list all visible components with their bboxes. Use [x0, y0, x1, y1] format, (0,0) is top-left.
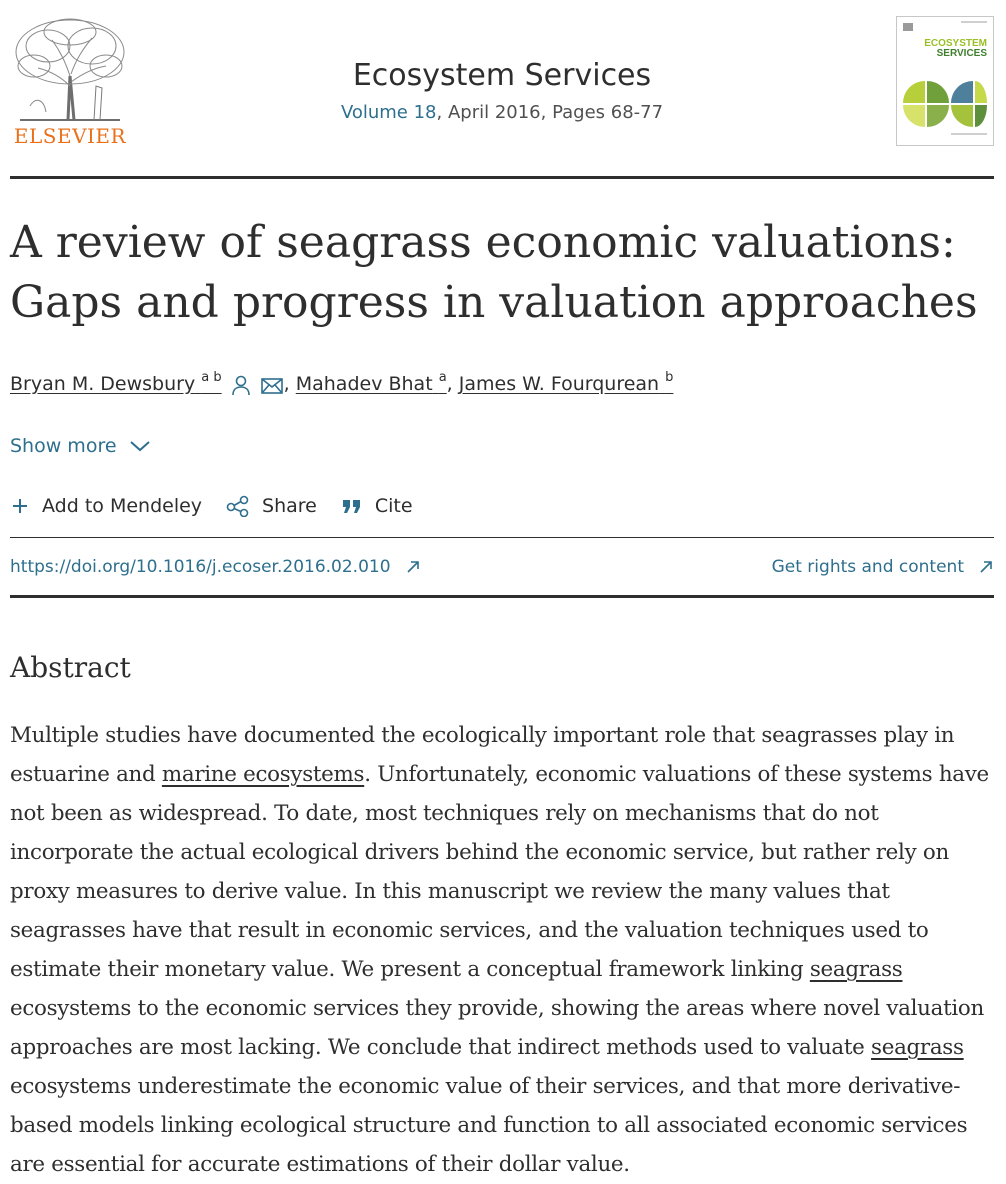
term-link-seagrass[interactable]: seagrass	[871, 1035, 964, 1060]
author-name: Mahadev Bhat	[295, 373, 433, 395]
abstract-segment: ecosystems to the economic services they provide, showing the areas where novel valuation approaches are most lacking. We conclude that indirect methods used to valuate	[10, 996, 984, 1060]
author-link-fourqurean[interactable]	[458, 370, 674, 395]
plus-icon	[10, 496, 30, 516]
abstract-segment: Multiple studies have documented the ecologically important role that seagrasses play in estuarine and	[10, 723, 955, 787]
cover-title-line2: SERVICES	[936, 48, 987, 59]
abstract-text	[10, 716, 994, 1184]
volume-link[interactable]: Volume 18	[340, 102, 437, 123]
show-more-label: Show more	[10, 435, 117, 457]
abstract-segment: ecosystems underestimate the economic value of their services, and that more derivative-based models linking ecological structure and function to all associated economic services are essential for accurate estimations of their dollar value.	[10, 1074, 968, 1177]
journal-issue-details	[10, 98, 994, 128]
abstract-heading: Abstract	[10, 651, 131, 684]
share-label: Share	[262, 495, 317, 517]
author-affiliation: a	[438, 370, 447, 385]
person-icon[interactable]	[230, 374, 252, 405]
journal-header	[10, 0, 994, 179]
article-actions	[10, 491, 994, 521]
author-affiliation: b	[665, 370, 674, 385]
author-name: James W. Fourqurean	[458, 373, 660, 395]
journal-info	[10, 56, 994, 128]
author-link-dewsbury[interactable]	[10, 370, 222, 395]
term-link-marine-ecosystems[interactable]: marine ecosystems	[161, 762, 365, 787]
elsevier-wordmark: ELSEVIER	[13, 124, 127, 148]
cite-label: Cite	[374, 495, 413, 517]
show-more-button[interactable]	[10, 431, 994, 461]
author-name: Bryan M. Dewsbury	[10, 373, 196, 395]
author-affiliation: a b	[201, 370, 222, 385]
author-separator: ,	[446, 373, 459, 395]
abstract-segment: . Unfortunately, economic valuations of these systems have not been as widespread. To date, most techniques rely on mechanisms that do not incorporate the actual ecological drivers behind the economic service, but rather rely on proxy measures to derive value. In this manuscript we review the many values that seagrasses have that result in economic services, and the valuation techniques used to estimate their monetary value. We present a conceptual framework linking	[10, 762, 989, 982]
article-page	[10, 0, 994, 1184]
term-link-seagrass[interactable]: seagrass	[809, 957, 903, 982]
add-to-mendeley-label: Add to Mendeley	[42, 495, 203, 517]
cover-artwork-icon	[897, 17, 993, 145]
chevron-down-icon	[129, 439, 151, 453]
share-button[interactable]	[226, 495, 317, 517]
external-link-icon	[978, 559, 994, 575]
journal-cover-image[interactable]	[896, 16, 994, 146]
share-icon	[226, 495, 250, 517]
doi-bar	[10, 537, 994, 598]
cover-title	[924, 39, 987, 59]
journal-name-link[interactable]: Ecosystem Services	[352, 58, 652, 93]
doi-url: https://doi.org/10.1016/j.ecoser.2016.02.010	[10, 556, 391, 577]
article-title: A review of seagrass economic valuations: Gaps and progress in valuation approaches	[10, 217, 978, 328]
author-separator: ,	[283, 373, 296, 395]
doi-link[interactable]	[10, 557, 421, 577]
external-link-icon	[405, 559, 421, 575]
envelope-icon[interactable]	[260, 375, 284, 405]
cover-title-line1: ECOSYSTEM	[924, 38, 987, 49]
cite-button[interactable]	[341, 495, 413, 517]
get-rights-link[interactable]	[772, 557, 994, 577]
author-list	[10, 363, 994, 405]
quote-icon	[341, 496, 363, 516]
get-rights-label: Get rights and content	[771, 556, 964, 577]
issue-date-pages: , April 2016, Pages 68-77	[436, 102, 664, 123]
add-to-mendeley-button[interactable]	[10, 495, 202, 517]
author-link-bhat[interactable]	[295, 370, 447, 395]
